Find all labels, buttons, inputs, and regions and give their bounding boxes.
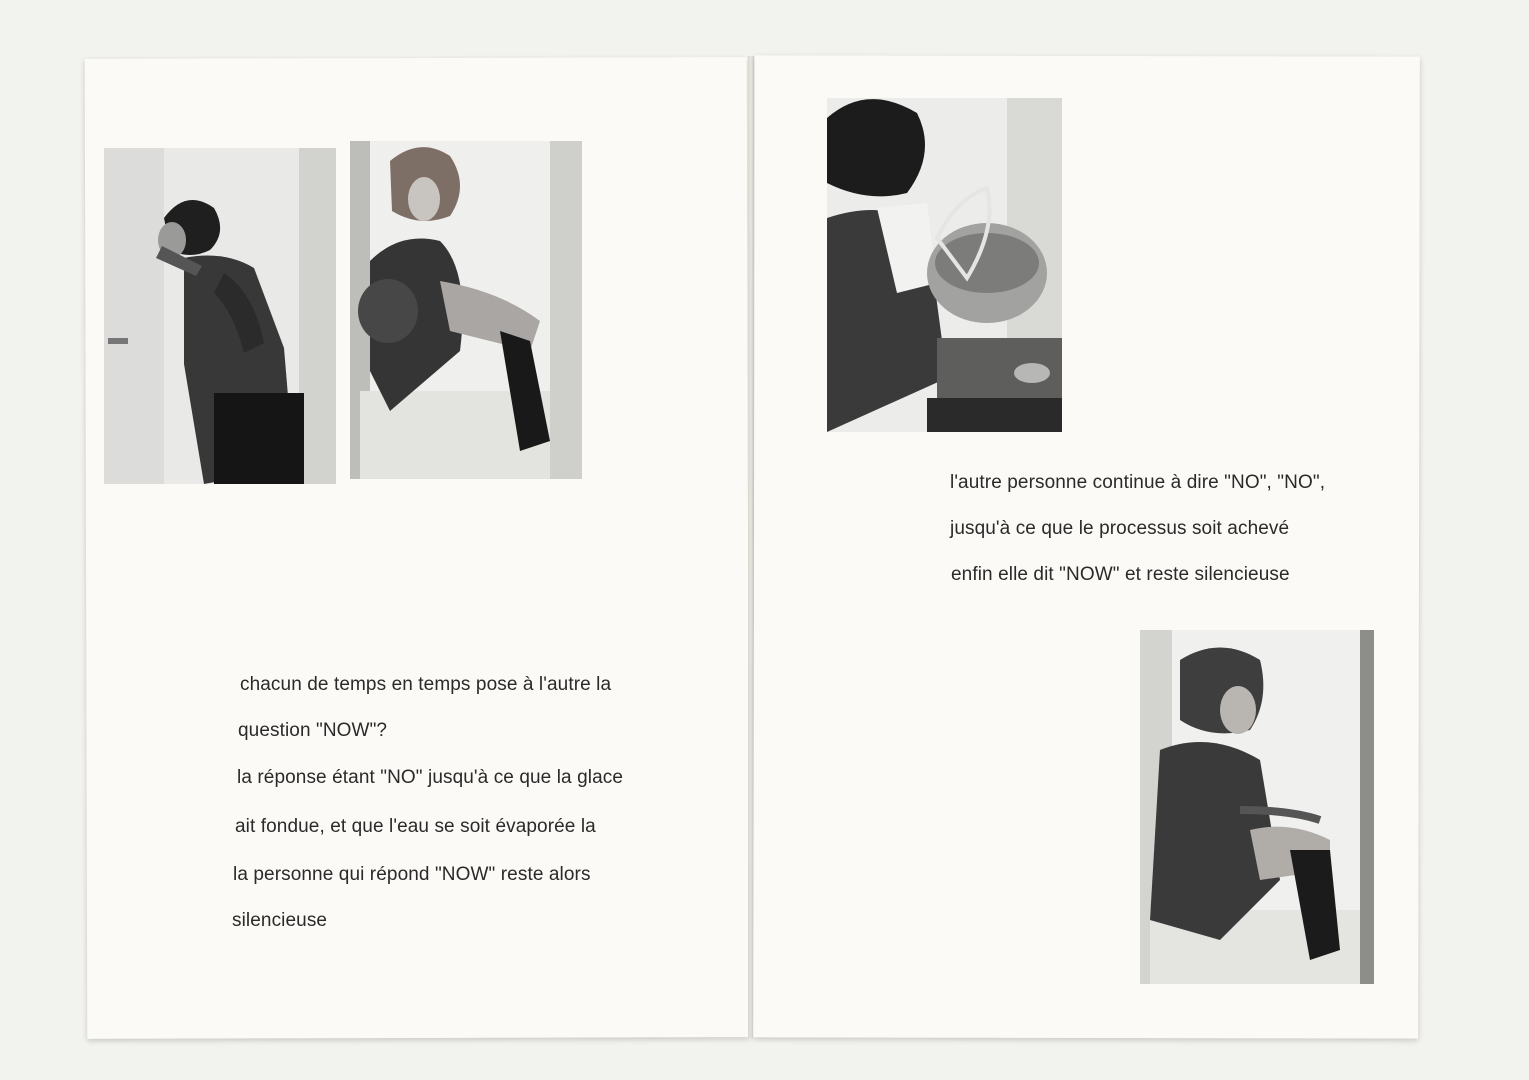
left-text-line: la personne qui répond "NOW" reste alors <box>233 864 591 885</box>
woman-hugging-knees-icon <box>1140 630 1374 984</box>
photo-whispering-woman <box>104 148 336 484</box>
photo-seated-woman <box>350 141 582 479</box>
left-text-line: silencieuse <box>232 910 328 931</box>
photo-woman-at-stove <box>827 98 1062 432</box>
right-text-line: l'autre personne continue à dire "NO", "NO", <box>950 472 1326 493</box>
woman-seated-step-icon <box>350 141 582 479</box>
right-text-line: jusqu'à ce que le processus soit achevé <box>950 518 1290 539</box>
left-text-line: chacun de temps en temps pose à l'autre la <box>240 674 612 695</box>
left-text-line: ait fondue, et que l'eau se soit évaporée la <box>235 816 596 837</box>
woman-whispering-icon <box>104 148 336 484</box>
photo-woman-hugging-knees <box>1140 630 1374 984</box>
left-text-line: la réponse étant "NO" jusqu'à ce que la glace <box>237 767 624 788</box>
right-text-line: enfin elle dit "NOW" et reste silencieuse <box>951 564 1290 585</box>
left-text-line: question "NOW"? <box>238 720 388 741</box>
woman-stove-pot-icon <box>827 98 1062 432</box>
